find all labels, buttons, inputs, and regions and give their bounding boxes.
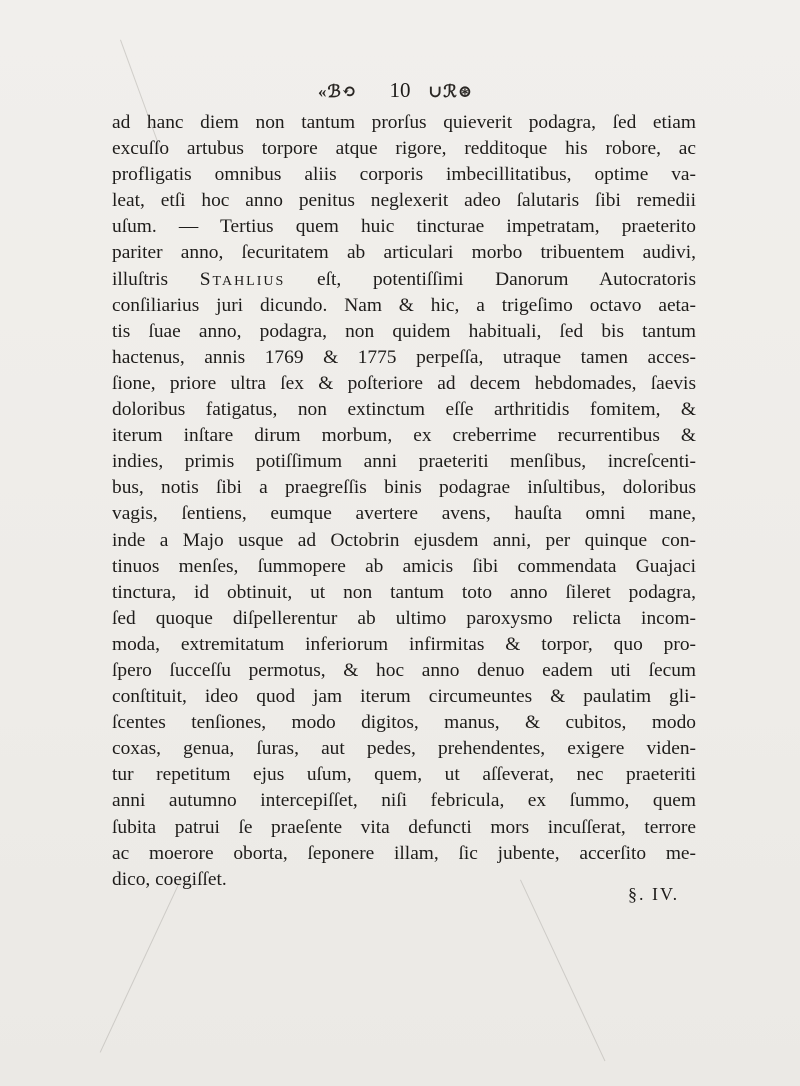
text-line: tinctura, id obtinuit, ut non tantum toto anno ſileret podagra,: [112, 581, 696, 603]
header-ornament-left: «ℬ⟲: [318, 82, 358, 101]
text-line: doloribus fatigatus, non extinctum eſſe arthritidis fomitem, &: [112, 399, 696, 421]
page-header: [0, 78, 800, 106]
text-line: ſcentes tenſiones, modo digitos, manus, & cubitos, modo: [112, 712, 696, 734]
person-name: Stahlius: [199, 268, 286, 290]
text-line: coxas, genua, ſuras, aut pedes, prehendentes, exigere viden-: [112, 738, 696, 760]
text-line: pariter anno, ſecuritatem ab articulari morbo tribuentem audivi,: [112, 242, 696, 264]
text-line: conſtituit, ideo quod jam iterum circumeuntes & paulatim gli-: [112, 686, 696, 708]
text-line: hactenus, annis 1769 & 1775 perpeſſa, utraque tamen acces-: [112, 346, 696, 368]
text-line: tis ſuae anno, podagra, non quidem habituali, ſed bis tantum: [112, 320, 696, 342]
text-line: tinuos menſes, ſummopere ab amicis ſibi commendata Guajaci: [112, 555, 696, 577]
text-line: leat, etſi hoc anno penitus neglexerit adeo ſalutaris ſibi remedii: [112, 190, 696, 212]
paper-crease: [100, 880, 181, 1053]
paper-crease: [520, 880, 605, 1062]
header-ornament-right: ∪ℛ⊛: [428, 82, 474, 101]
text-line: iterum inſtare dirum morbum, ex creberrime recurrentibus &: [112, 425, 696, 447]
text-line: indies, primis potiſſimum anni praeteriti menſibus, increſcenti-: [112, 451, 696, 473]
page-number: 10: [389, 78, 411, 102]
text-line: ſed quoque diſpellerentur ab ultimo paroxysmo relicta incom-: [112, 607, 696, 629]
text-line: vagis, ſentiens, eumque avertere avens, hauſta omni mane,: [112, 503, 696, 525]
text-line-rest: eſt, potentiſſimi Danorum Autocratoris: [285, 268, 696, 290]
text-line: ſione, priore ultra ſex & poſteriore ad decem hebdomades, ſaevis: [112, 372, 696, 394]
text-line: anni autumno intercepiſſet, niſi febricula, ex ſummo, quem: [112, 790, 696, 812]
text-line: tur repetitum ejus uſum, quem, ut aſſeverat, nec praeteriti: [112, 764, 696, 786]
text-line-start: illuſtris: [112, 268, 200, 290]
text-line: ſpero ſucceſſu permotus, & hoc anno denuo eadem uti ſecum: [112, 659, 696, 681]
text-line: ad hanc diem non tantum prorſus quieverit podagra, ſed etiam: [112, 112, 696, 133]
body-text: [112, 110, 696, 893]
text-line: bus, notis ſibi a praegreſſis binis podagrae inſultibus, doloribus: [112, 477, 696, 499]
text-line: excuſſo artubus torpore atque rigore, redditoque his robore, ac: [112, 138, 696, 160]
text-line: profligatis omnibus aliis corporis imbecillitatibus, optime va-: [112, 164, 696, 186]
catchword: §. IV.: [628, 884, 680, 904]
text-line: ſubita patrui ſe praeſente vita defuncti mors incuſſerat, terrore: [112, 816, 696, 838]
text-line: inde a Majo usque ad Octobrin ejusdem anni, per quinque con-: [112, 529, 696, 551]
text-line: dico, coegiſſet.: [112, 868, 227, 890]
text-line: uſum. — Tertius quem huic tincturae impetratam, praeterito: [112, 216, 696, 238]
text-line: ac moerore oborta, ſeponere illam, ſic jubente, accerſito me-: [112, 842, 696, 864]
text-line: moda, extremitatum inferiorum infirmitas & torpor, quo pro-: [112, 633, 696, 655]
text-line: [112, 267, 696, 293]
text-line: conſiliarius juri dicundo. Nam & hic, a trigeſimo octavo aeta-: [112, 294, 696, 316]
